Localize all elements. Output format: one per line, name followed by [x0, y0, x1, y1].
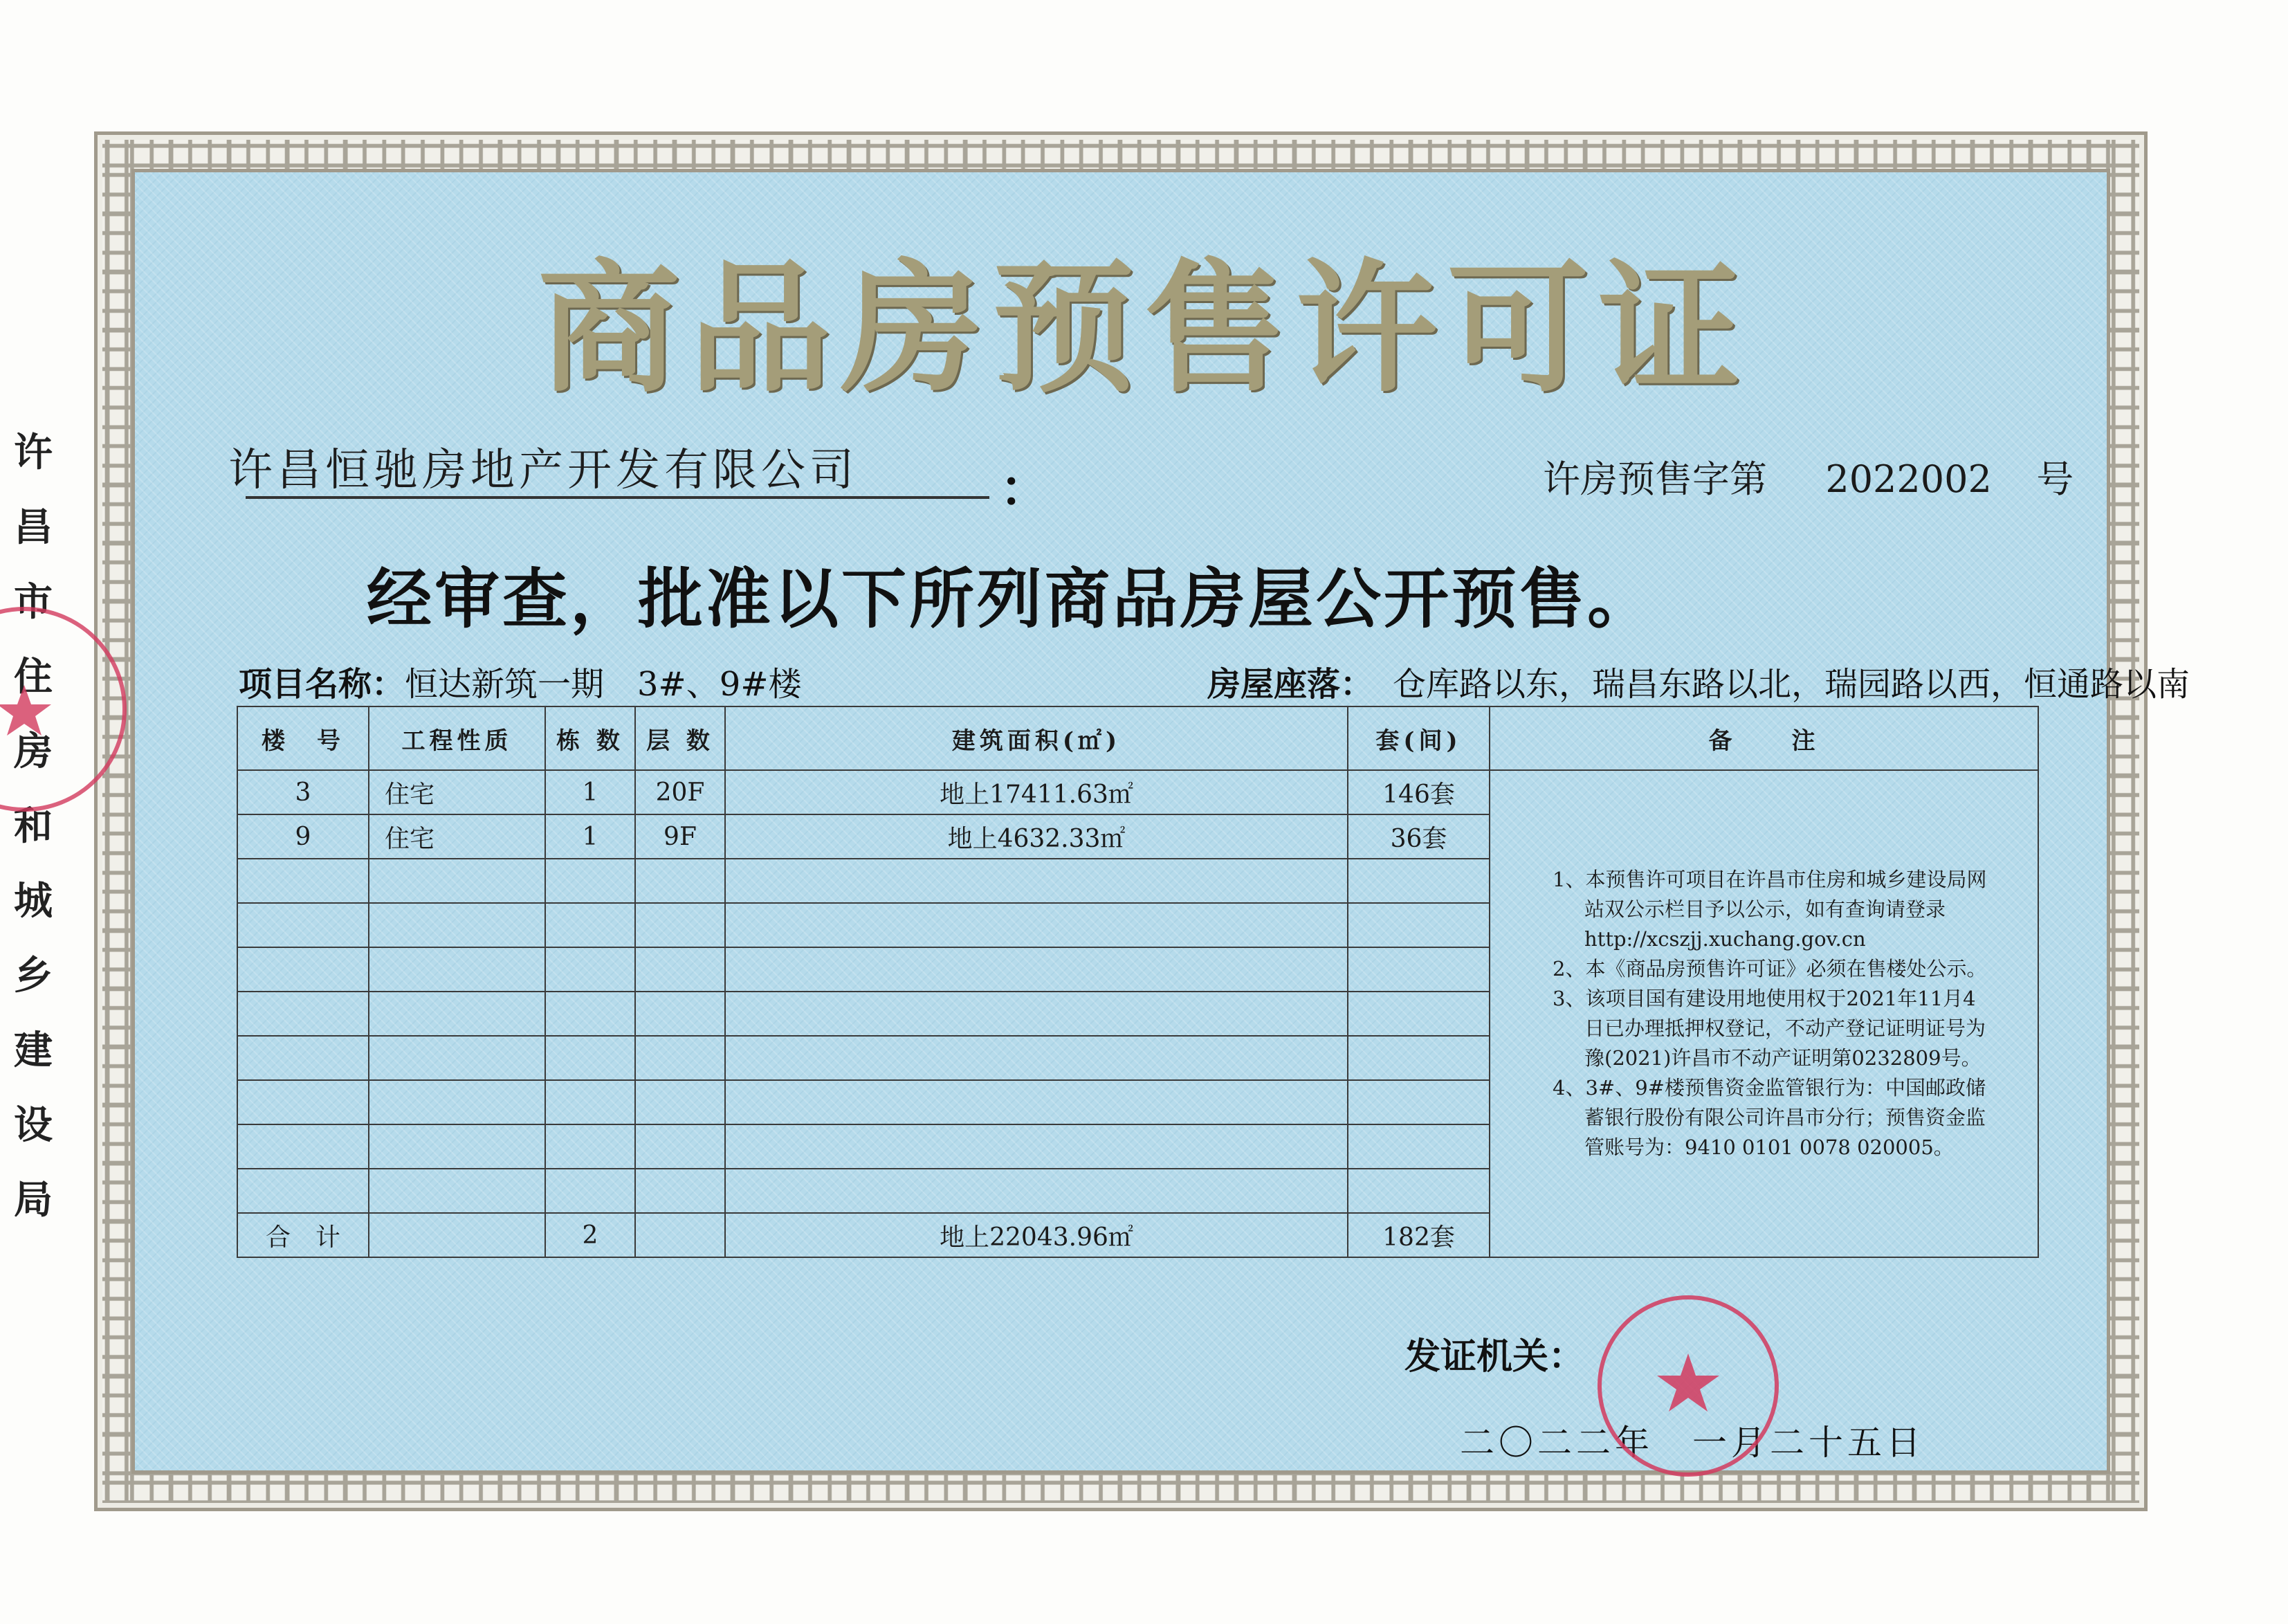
total-count: 2: [545, 1213, 635, 1257]
remark-note: 1、本预售许可项目在许昌市住房和城乡建设局网站双公示栏目予以公示，如有查询请登录http://xcszjj.xuchang.gov.cn: [1553, 868, 1987, 951]
total-label: 合 计: [237, 1213, 369, 1257]
approval-statement: 经审查，批准以下所列商品房屋公开预售。: [367, 561, 1656, 637]
cell-building: 3: [237, 770, 369, 814]
remark-note: 2、本《商品房预售许可证》必须在售楼处公示。: [1553, 957, 1987, 980]
company-name: 许昌恒驰房地产开发有限公司: [228, 445, 858, 496]
remark-note: 3、该项目国有建设用地使用权于2021年11月4日已办理抵押权登记，不动产登记证明证号为豫(2021)许昌市不动产证明第0232809号。: [1553, 987, 1986, 1070]
company-underline: [246, 496, 989, 499]
cell-units: 146套: [1348, 770, 1490, 814]
total-units: 182套: [1348, 1213, 1490, 1257]
presale-table: [237, 706, 2039, 1258]
cell-building: 9: [237, 814, 369, 859]
project-name: [239, 657, 802, 705]
official-seal-icon: [1595, 1293, 1782, 1479]
header-count: 栋 数: [545, 706, 635, 770]
house-location: [1207, 657, 2190, 705]
remark-note: 4、3#、9#楼预售资金监管银行为：中国邮政储蓄银行股份有限公司许昌市分行；预售资金监管账号为：9410 0101 0078 020005。: [1553, 1076, 1986, 1159]
header-building: 楼 号: [237, 706, 369, 770]
project-name-label: 项目名称：: [239, 665, 405, 704]
cell-area: 地上17411.63㎡: [725, 770, 1348, 814]
cell-nature: 住宅: [369, 770, 545, 814]
table-row: [237, 770, 2038, 814]
cell-area: 地上4632.33㎡: [725, 814, 1348, 859]
remarks-cell: [1490, 770, 2038, 1257]
cell-floors: 20F: [635, 770, 725, 814]
strip-char: 城: [14, 878, 53, 924]
strip-char: 设: [14, 1102, 53, 1148]
certificate-title: 商品房预售许可证: [538, 246, 1750, 412]
house-location-value: 仓库路以东，瑞昌东路以北，瑞园路以西，恒通路以南: [1393, 665, 2190, 704]
company-colon: ：: [1000, 459, 1050, 518]
left-seal-strip: [12, 415, 54, 1237]
permit-prefix: 许房预售字第: [1543, 457, 1767, 501]
strip-char: 市: [14, 579, 53, 625]
issuing-authority-label: 发证机关：: [1404, 1335, 1585, 1378]
house-location-label: 房屋座落：: [1207, 665, 1374, 704]
permit-number-value: 2022002: [1825, 457, 1992, 501]
project-name-value: 恒达新筑一期 3#、9#楼: [405, 665, 802, 704]
strip-char: 建: [14, 1028, 53, 1073]
cell-floors: 9F: [635, 814, 725, 859]
total-area: 地上22043.96㎡: [725, 1213, 1348, 1257]
header-remarks: 备 注: [1490, 706, 2038, 770]
cell-count: 1: [545, 814, 635, 859]
table-header-row: [237, 706, 2038, 770]
issue-date: 二〇二二年 一月二十五日: [1460, 1423, 1925, 1463]
strip-char: 和: [14, 803, 53, 849]
strip-char: 昌: [14, 504, 53, 550]
cell-units: 36套: [1348, 814, 1490, 859]
strip-char: 许: [14, 430, 53, 475]
permit-number: [1543, 450, 2074, 503]
strip-char: 乡: [14, 953, 53, 998]
strip-char: 局: [14, 1177, 53, 1223]
permit-suffix: 号: [2036, 457, 2074, 501]
cell-nature: 住宅: [369, 814, 545, 859]
header-units: 套(间): [1348, 706, 1490, 770]
header-nature: 工程性质: [369, 706, 545, 770]
header-area: 建筑面积(㎡): [725, 706, 1348, 770]
strip-char: 房: [14, 729, 53, 774]
left-seal-icon: [0, 602, 131, 816]
strip-char: 住: [14, 654, 53, 700]
header-floors: 层 数: [635, 706, 725, 770]
cell-count: 1: [545, 770, 635, 814]
